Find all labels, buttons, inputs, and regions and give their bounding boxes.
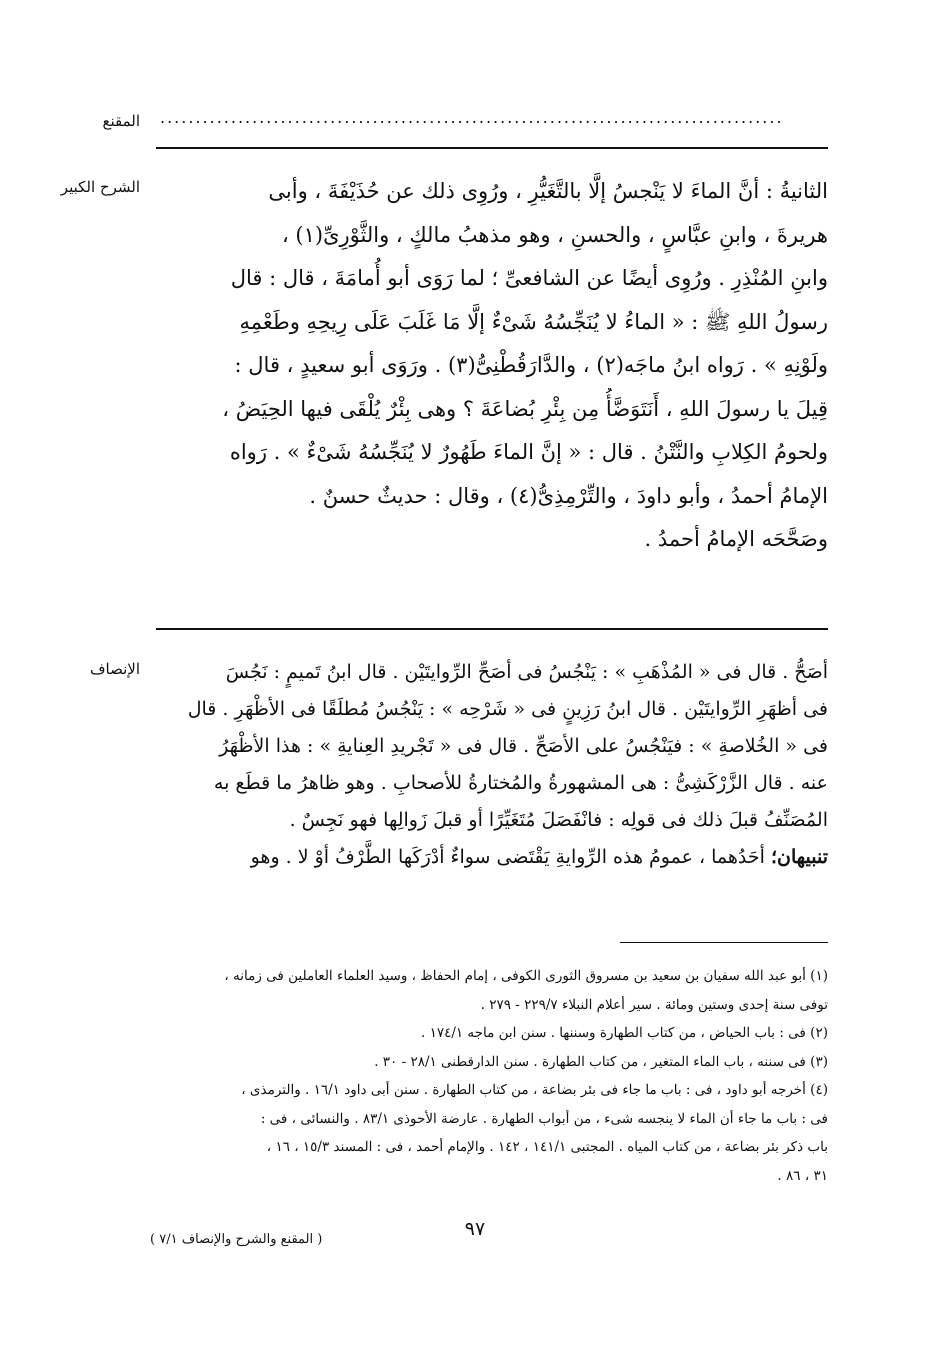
footnote-line: (١) أبو عبد الله سفيان بن سعيد بن مسروق الثورى الكوفى ، إمام الحفاظ ، وسيد العلماء العاملين فى زمانه ،	[224, 968, 828, 984]
section-label-insaf: الإنصاف	[89, 660, 140, 678]
footnotes-block	[156, 962, 828, 1190]
footnote-line: (٤) أخرجه أبو داود ، فى : باب ما جاء فى بئر بضاعة ، من كتاب الطهارة . سنن أبى داود ١٦/١ . والترمذى ،	[241, 1082, 828, 1098]
text-line: وصَحَّحَه الإمامُ أحمدُ .	[644, 527, 828, 551]
text-line: رسولُ اللهِ ﷺ : « الماءُ لا يُنَجِّسُهُ شَىْءٌ إلَّا مَا غَلَبَ عَلَى رِيحِهِ وطَعْمِهِ	[239, 309, 828, 334]
text-line: قِيلَ يا رسولَ اللهِ ، أَنَتَوَضَّأُ مِن بِئْرِ بُضاعَةَ ؟ وهى بِئْرٌ يُلْقَى فيها الحِيَضُ ،	[222, 396, 828, 421]
text-line: وابنِ المُنْذِرِ . ورُوِى أيضًا عن الشافعىِّ ؛ لما رَوَى أبو أُمامَةَ ، قال : قال	[230, 266, 828, 290]
text-line: الإمامُ أحمدُ ، وأبو داودَ ، والتِّرْمِذِىُّ(٤) ، وقال : حديثٌ حسنٌ .	[309, 483, 828, 508]
muqni-dotted-line: ........................................................................................	[160, 108, 784, 127]
middle-divider	[156, 628, 828, 630]
footnote-line: فى : باب ما جاء أن الماء لا ينجسه شىء ، من أبواب الطهارة . عارضة الأحوذى ٨٣/١ . والنسائى ، فى :	[260, 1110, 828, 1127]
footnote-line: ٣١ ، ٨٦ .	[777, 1167, 828, 1184]
text-line: الثانيةُ : أنَّ الماءَ لا يَنْجسُ إلَّا بالتَّغَيُّرِ ، ورُوِى ذلك عن حُذَيْفَةَ ، وأبى	[268, 179, 828, 203]
text-line: فى « الخُلاصةِ » : فيَنْجُسُ على الأصَحِّ . قال فى « تَجْريدِ العِنايةِ » : هذا الأظْهَرُ	[219, 735, 828, 757]
section-label-sharh: الشرح الكبير	[60, 178, 140, 196]
text-line: عنه . قال الزَّرْكَشِىُّ : هى المشهورةُ والمُختارةُ للأصحابِ . وهو ظاهرُ ما قطَع به	[213, 772, 828, 794]
text-line: فى أظهَرِ الرِّوايتَيْن . قال ابنُ رَزِينٍ فى « شَرْحِه » : يَنْجُسُ مُطلَقًا فى الأظْهَرِ . قال	[187, 698, 828, 720]
text-line: المُصَنِّفُ قبلَ ذلك فى قولِه : فانْفَصَلَ مُتَغَيِّرًا أو قبلَ زَوالِها فهو نَجِسٌ .	[289, 809, 828, 831]
tanbih-heading: تنبيهان؛	[770, 846, 828, 868]
text-line: أصَحُّ . قال فى « المُذْهَبِ » : يَنْجُسُ فى أصَحِّ الرِّوايتَيْن . قال ابنُ تَميمٍ : نَجُسَ	[225, 661, 828, 683]
insaf-text-block	[156, 654, 828, 876]
tanbih-text: أحَدُهما ، عمومُ هذه الرِّوايةِ يَقْتَضى سواءٌ أدْرَكَها الطَّرْفُ أوْ لا . وهو	[250, 846, 765, 868]
page-number: ٩٧	[464, 1218, 486, 1240]
footnote-line: (٢) فى : باب الحياض ، من كتاب الطهارة وسننها . سنن ابن ماجه ١٧٤/١ .	[420, 1025, 828, 1041]
footnote-line: باب ذكر بئر بضاعة ، من كتاب المياه . المجتبى ١٤١/١ ، ١٤٢ . والإمام أحمد ، فى : المسند ١٥/٣ ، ١٦ ،	[266, 1139, 828, 1155]
footnote-line: توفى سنة إحدى وستين ومائة . سير أعلام النبلاء ٢٢٩/٧ - ٢٧٩ .	[480, 996, 828, 1013]
footnote-line: (٣) فى سننه ، باب الماء المتغير ، من كتاب الطهارة . سنن الدارقطنى ٢٨/١ - ٣٠ .	[374, 1053, 828, 1070]
footnote-divider	[620, 942, 828, 943]
sharh-text-block	[156, 170, 828, 562]
running-header-muqni: المقنع	[102, 112, 140, 130]
volume-reference: ( المقنع والشرح والإنصاف ٧/١ )	[150, 1232, 323, 1247]
top-divider	[156, 147, 828, 149]
tanbih-line	[156, 839, 828, 876]
text-line: هريرةَ ، وابنِ عبَّاسٍ ، والحسنِ ، وهو مذهبُ مالكٍ ، والثَّوْرِىِّ(١) ،	[281, 222, 828, 247]
text-line: ولَوْنِهِ » . رَواه ابنُ ماجَه(٢) ، والدَّارَقُطْنِىُّ(٣) . ورَوَى أبو سعيدٍ ، قال :	[234, 353, 828, 377]
text-line: ولحومُ الكِلابِ والنَّتْنُ . قال : « إنَّ الماءَ طَهُورٌ لا يُنَجِّسُهُ شَىْءٌ » . رَواه	[229, 440, 828, 464]
